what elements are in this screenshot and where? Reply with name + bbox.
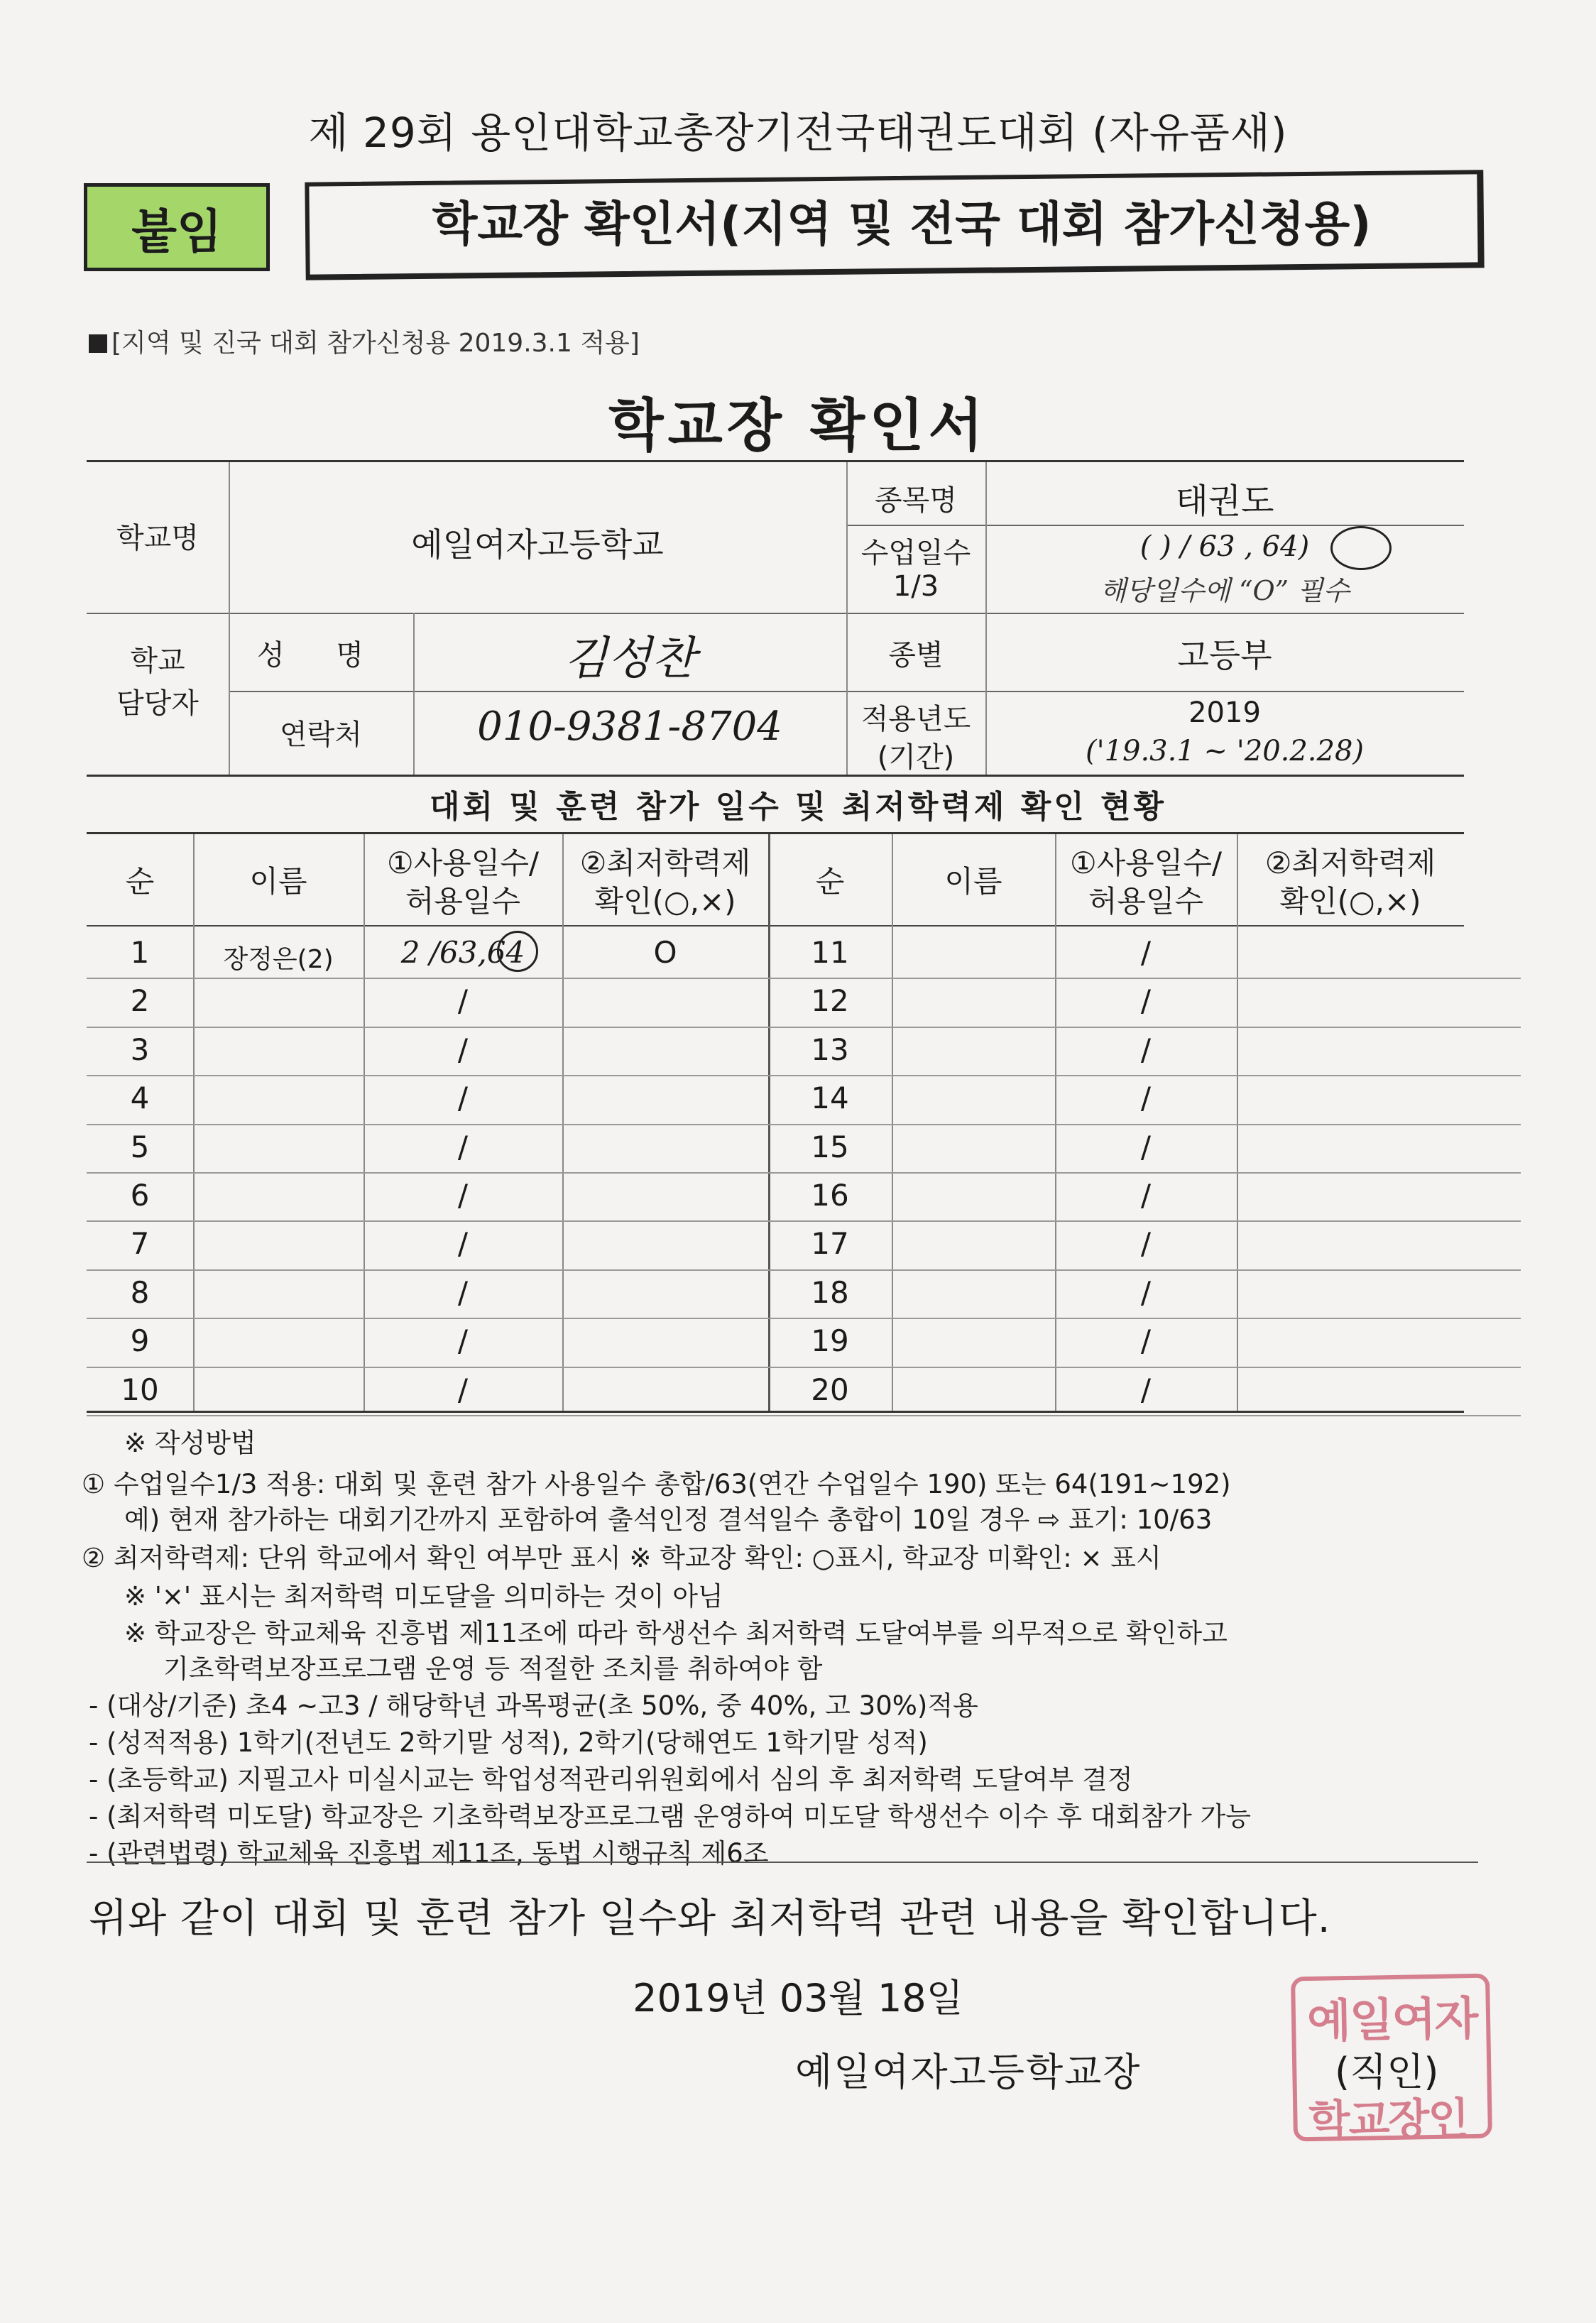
col-divider [892, 834, 893, 1411]
header-no-left: 순 [125, 864, 155, 899]
year-label-line2: (기간) [877, 741, 955, 774]
header-days-left-1: ①사용일수/ [386, 846, 540, 880]
name-value: 김성찬 [564, 633, 696, 685]
row-divider [87, 613, 1464, 614]
record-no-cell: 2 [130, 983, 150, 1019]
record-no-cell: 8 [130, 1274, 150, 1310]
record-days-cell: / [457, 1274, 469, 1310]
col-divider [1237, 834, 1238, 1411]
record-no-cell: 13 [811, 1032, 849, 1067]
record-days-cell: / [1140, 1226, 1152, 1262]
school-label: 학교명 [116, 522, 199, 554]
record-days-cell: / [1140, 1274, 1152, 1310]
record-no-cell: 6 [130, 1178, 150, 1213]
attachment-badge: 붙임 [84, 183, 270, 271]
circle-mark-icon [1330, 526, 1392, 570]
record-days-cell: / [457, 1323, 469, 1359]
record-no-cell: 17 [811, 1226, 849, 1262]
contact-value: 010-9381-8704 [477, 704, 782, 750]
header-check-right-2: 확인(○,×) [1279, 884, 1421, 919]
row-divider [87, 1124, 768, 1125]
record-no-cell: 4 [130, 1081, 150, 1116]
seal-text-top: 예일여자 [1306, 1992, 1478, 2049]
year-value-line1: 2019 [1188, 696, 1261, 729]
row-divider [87, 1318, 768, 1319]
row-divider [87, 978, 768, 979]
record-days-cell: / [457, 1129, 469, 1164]
header-days-right-1: ①사용일수/ [1069, 846, 1223, 880]
row-divider [768, 1172, 1521, 1174]
record-no-cell: 12 [811, 983, 849, 1019]
record-no-cell: 18 [811, 1274, 849, 1310]
col-divider [193, 834, 195, 1411]
record-days-cell: / [457, 983, 469, 1019]
row-divider [768, 1124, 1521, 1125]
instruction-line: - (성적적용) 1학기(전년도 2학기말 성적), 2학기(당해연도 1학기말 성적) [89, 1727, 928, 1758]
record-no-cell: 14 [811, 1081, 849, 1116]
circle-mark-icon [497, 931, 538, 972]
record-days-cell: 2 /63,64 [400, 935, 525, 970]
instruction-line: ※ '×' 표시는 최저학력 미도달을 의미하는 것이 아님 [124, 1581, 723, 1612]
record-no-cell: 9 [130, 1323, 150, 1359]
header-days-left-2: 허용일수 [405, 884, 521, 919]
record-days-cell: / [457, 1032, 469, 1067]
info-table [87, 460, 1464, 777]
confirmation-statement: 위와 같이 대회 및 훈련 참가 일수와 최저학력 관련 내용을 확인합니다. [89, 1896, 1331, 1942]
record-name-cell: 장정은(2) [223, 945, 334, 974]
record-days-cell: / [1140, 1178, 1152, 1213]
row-divider [768, 1269, 1521, 1271]
row-divider [87, 1367, 768, 1368]
name-label: 성 명 [257, 639, 385, 672]
record-no-cell: 10 [121, 1372, 159, 1407]
event-title: 제 29회 용인대학교총장기전국태권도대회 (자유품새) [308, 109, 1288, 157]
record-no-cell: 5 [130, 1129, 150, 1164]
instruction-line: - (대상/기준) 초4 ~고3 / 해당학년 과목평균(초 50%, 중 40%, 고 30%)적용 [89, 1690, 978, 1721]
record-no-cell: 16 [811, 1178, 849, 1213]
record-days-cell: / [1140, 1129, 1152, 1164]
seal-text-bottom: 학교장인 [1308, 2094, 1468, 2147]
days-label-line2: 1/3 [892, 570, 939, 603]
seal-label: (직인) [1335, 2050, 1439, 2094]
staff-label-line2: 담당자 [116, 687, 199, 720]
record-days-cell: / [1140, 1372, 1152, 1407]
row-divider [87, 1172, 768, 1174]
instruction-line: - (최저학력 미도달) 학교장은 기초학력보장프로그램 운영하여 미도달 학생선수 이수 후 대회참가 가능 [89, 1801, 1252, 1832]
header-name-left: 이름 [249, 864, 307, 899]
issue-date: 2019년 03월 18일 [633, 1976, 963, 2021]
instruction-line: ※ 작성방법 [124, 1428, 256, 1458]
square-bullet-icon [89, 334, 107, 353]
division-value: 고등부 [1177, 636, 1272, 674]
row-divider [768, 1220, 1521, 1222]
row-divider [768, 978, 1521, 979]
school-value: 예일여자고등학교 [411, 525, 664, 564]
division-label: 종별 [888, 639, 944, 672]
row-divider [87, 1027, 768, 1028]
instruction-line: - (초등학교) 지필고사 미실시교는 학업성적관리위원회에서 심의 후 최저학력 도달여부 결정 [89, 1764, 1133, 1795]
document-title: 학교장 확인서 [608, 393, 988, 459]
header-check-left-2: 확인(○,×) [594, 884, 736, 919]
records-table [87, 832, 1464, 1413]
row-divider [87, 1415, 768, 1416]
record-days-cell: / [457, 1081, 469, 1116]
record-no-cell: 19 [811, 1323, 849, 1359]
record-days-cell: / [1140, 935, 1152, 970]
row-divider [768, 1367, 1521, 1368]
row-divider [768, 1415, 1521, 1416]
row-divider [87, 1220, 768, 1222]
event-label: 종목명 [875, 484, 957, 517]
row-divider [846, 525, 1464, 526]
contact-label: 연락처 [280, 718, 362, 751]
status-heading: 대회 및 훈련 참가 일수 및 최저학력제 확인 현황 [429, 789, 1167, 825]
row-divider [768, 1318, 1521, 1319]
instruction-line: ① 수업일수1/3 적용: 대회 및 훈련 참가 사용일수 총합/63(연간 수업일수 190) 또는 64(191~192) [82, 1469, 1231, 1499]
instruction-line: - (관련법령) 학교체육 진흥법 제11조, 동법 시행규칙 제6조 [89, 1838, 769, 1869]
year-label-line1: 적용년도 [860, 703, 971, 736]
rule-note [89, 323, 640, 359]
record-check-cell: O [653, 935, 677, 970]
col-divider [562, 834, 564, 1411]
header-divider [87, 925, 1464, 927]
event-value: 태권도 [1175, 481, 1274, 521]
row-divider [87, 1269, 768, 1271]
record-days-cell: / [1140, 1032, 1152, 1067]
row-divider [87, 1075, 768, 1076]
instruction-line: 예) 현재 참가하는 대회기간까지 포함하여 출석인정 결석일수 총합이 10일 경우 ⇨ 표기: 10/63 [124, 1504, 1213, 1535]
instruction-line: 기초학력보장프로그램 운영 등 적절한 조치를 취하여야 함 [163, 1654, 823, 1684]
header-no-right: 순 [815, 864, 845, 899]
record-days-cell: / [1140, 1323, 1152, 1359]
principal-title: 예일여자고등학교장 [795, 2050, 1142, 2094]
record-days-cell: / [1140, 1081, 1152, 1116]
days-note: 해당일수에 “O” 필수 [1100, 575, 1350, 606]
instruction-line: ② 최저학력제: 단위 학교에서 확인 여부만 표시 ※ 학교장 확인: ○표시, 학교장 미확인: × 표시 [82, 1543, 1162, 1573]
record-no-cell: 20 [811, 1372, 849, 1407]
main-title: 학교장 확인서(지역 및 전국 대회 참가신청용) [432, 197, 1372, 251]
header-check-left-1: ②최저학력제 [579, 846, 751, 880]
row-divider [768, 1075, 1521, 1076]
record-days-cell: / [457, 1226, 469, 1262]
record-no-cell: 7 [130, 1226, 150, 1262]
record-days-cell: / [1140, 983, 1152, 1019]
record-no-cell: 11 [811, 935, 849, 970]
year-value-line2: ('19.3.1 ~ '20.2.28) [1085, 735, 1365, 767]
days-label-line1: 수업일수 [860, 537, 971, 569]
notes-divider [87, 1862, 1478, 1863]
record-no-cell: 15 [811, 1129, 849, 1164]
record-no-cell: 3 [130, 1032, 150, 1067]
record-days-cell: / [457, 1178, 469, 1213]
staff-label-line1: 학교 [130, 645, 185, 677]
days-value: ( ) / 63 , 64) [1139, 530, 1310, 563]
row-divider [768, 1027, 1521, 1028]
instruction-line: ※ 학교장은 학교체육 진흥법 제11조에 따라 학생선수 최저학력 도달여부를 의무적으로 확인하고 [124, 1618, 1228, 1649]
record-days-cell: / [457, 1372, 469, 1407]
header-name-right: 이름 [944, 864, 1002, 899]
header-days-right-2: 허용일수 [1088, 884, 1204, 919]
header-check-right-1: ②최저학력제 [1264, 846, 1436, 880]
record-no-cell: 1 [130, 935, 150, 970]
rule-note-text: [지역 및 진국 대회 참가신청용 2019.3.1 적용] [111, 329, 640, 358]
